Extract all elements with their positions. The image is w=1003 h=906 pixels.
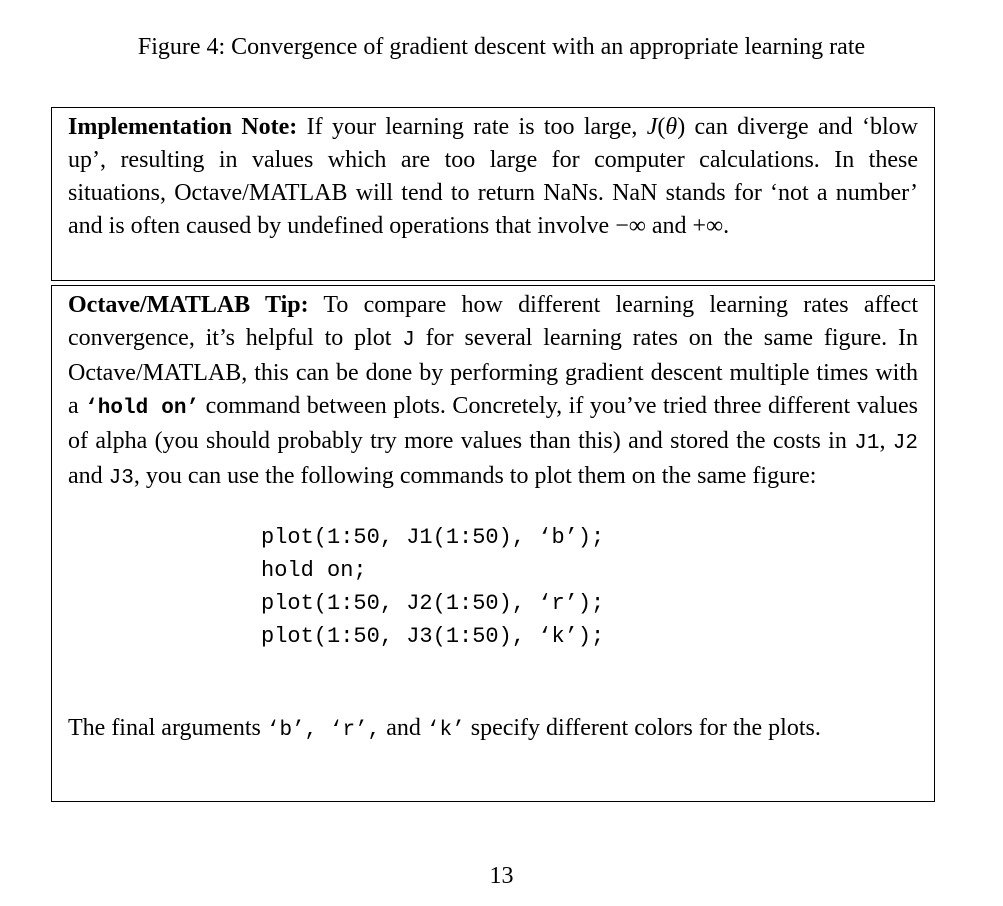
implementation-note-paragraph [68, 111, 918, 243]
tip-text-4: , [879, 428, 893, 454]
math-theta: θ [665, 114, 678, 140]
implementation-note-box [51, 107, 935, 281]
negative-infinity: −∞ [615, 213, 646, 239]
final-arguments-paragraph [68, 712, 918, 747]
tip-text-5: and [68, 463, 109, 489]
figure-caption: Figure 4: Convergence of gradient descent with an appropriate learning rate [137, 34, 866, 60]
code-j3: J3 [108, 467, 134, 490]
final-text-2: and [380, 715, 427, 741]
code-line: plot(1:50, J3(1:50), ‘k’); [261, 624, 605, 649]
final-code-b-r: ‘b’, ‘r’, [266, 719, 381, 742]
implementation-note-heading: Implementation Note: [68, 114, 298, 140]
math-open-paren: ( [657, 114, 666, 140]
final-text-1: The final arguments [68, 715, 267, 741]
note-text-2: can diverge and ‘blow up’, resulting in values which are too large for computer calculations. In these situations, Octave/MATLAB will tend to return NaNs. NaN stands for ‘not a number’ and is often caused by undefined operations that involve [68, 114, 918, 239]
tip-paragraph [68, 289, 918, 495]
code-j1: J1 [854, 432, 880, 455]
tip-text-2: for several learning rates on the same figure. In Octave/MATLAB, this can be done by performing gradient descent multiple times with a [68, 325, 918, 419]
tip-text-3: command between plots. Concretely, if you’ve tried three different values of alpha (you should probably try more values than this) and stored the costs in [68, 393, 918, 454]
tip-text-6: , you can use the following commands to plot them on the same figure: [133, 463, 817, 489]
code-line: plot(1:50, J2(1:50), ‘r’); [261, 591, 605, 616]
code-j: J [402, 329, 415, 352]
page-number: 13 [489, 863, 514, 889]
note-text-1: If your learning rate is too large, [297, 114, 647, 140]
math-j: J [646, 114, 658, 140]
tip-text-1: To compare how different learning learning rates affect convergence, it’s helpful to plot [68, 292, 918, 351]
final-code-k: ‘k’ [426, 719, 465, 742]
positive-infinity: +∞ [692, 213, 724, 239]
octave-matlab-tip-box [51, 285, 935, 802]
code-line: hold on; [261, 558, 367, 583]
note-text-4: . [723, 213, 730, 239]
note-text-3: and [645, 213, 693, 239]
final-text-3: specify different colors for the plots. [464, 715, 821, 741]
code-j2: J2 [892, 432, 919, 455]
math-close-paren: ) [677, 114, 686, 140]
code-hold-on: ‘hold on’ [85, 397, 200, 420]
code-line: plot(1:50, J1(1:50), ‘b’); [261, 525, 605, 550]
code-block [261, 521, 918, 653]
tip-heading: Octave/MATLAB Tip: [68, 292, 309, 318]
